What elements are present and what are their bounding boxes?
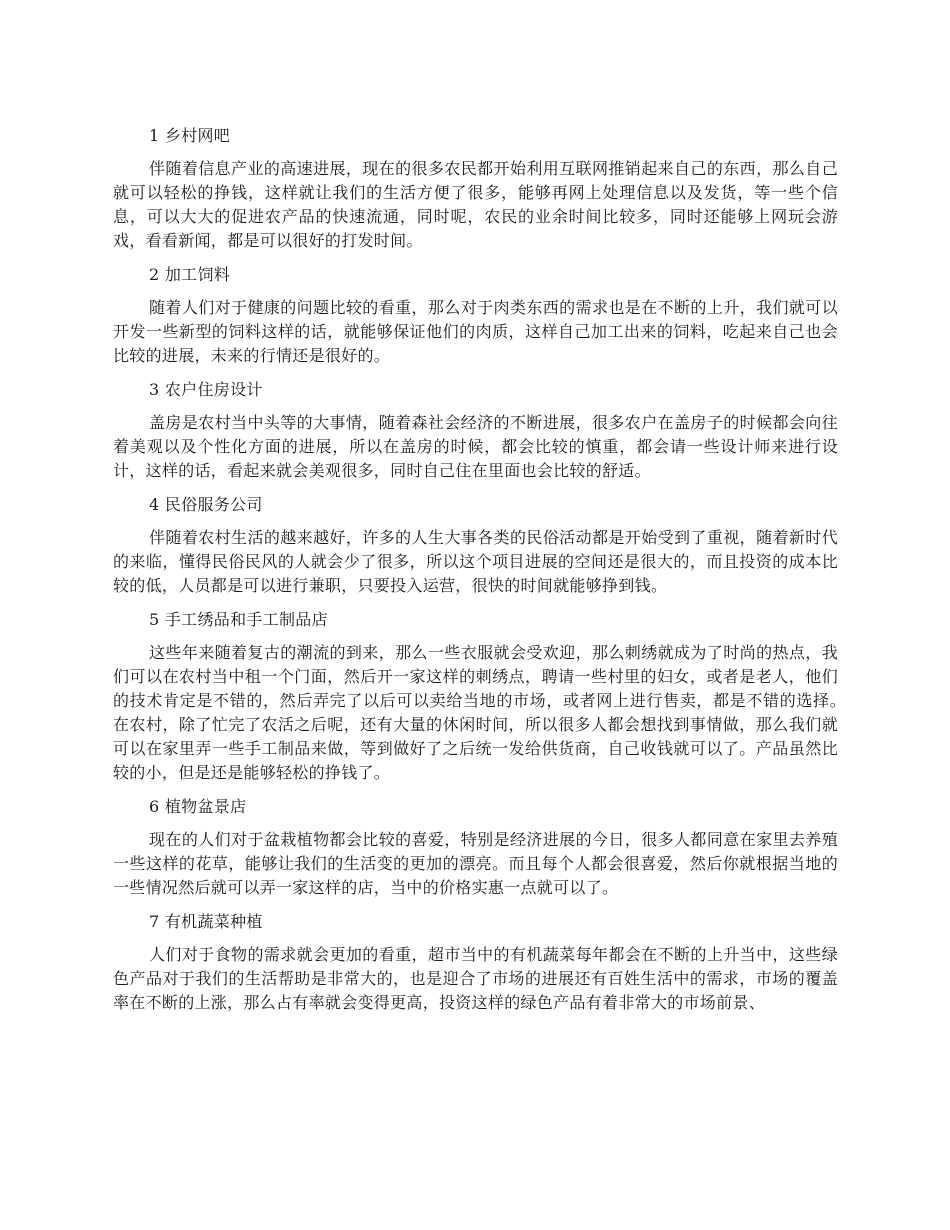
section-paragraph: 伴随着农村生活的越来越好，许多的人生大事各类的民俗活动都是开始受到了重视，随着新时代的来临，懂得民俗民风的人就会少了很多，所以这个项目进展的空间还是很大的，而且投资的成本比较的低，人员都是可以进行兼职，只要投入运营，很快的时间就能够挣到钱。 bbox=[113, 528, 838, 595]
section-heading: 6 植物盆景店 bbox=[149, 797, 247, 816]
section-7 bbox=[113, 910, 838, 1015]
section-heading: 1 乡村网吧 bbox=[149, 126, 231, 145]
section-paragraph: 人们对于食物的需求就会更加的看重，超市当中的有机蔬菜每年都会在不断的上升当中，这些绿色产品对于我们的生活帮助是非常大的，也是迎合了市场的进展还有百姓生活中的需求，市场的覆盖率在不断的上涨，那么占有率就会变得更高，投资这样的绿色产品有着非常大的市场前景、 bbox=[113, 945, 838, 1012]
section-paragraph: 伴随着信息产业的高速进展，现在的很多农民都开始利用互联网推销起来自己的东西，那么自己就可以轻松的挣钱，这样就让我们的生活方便了很多，能够再网上处理信息以及发货，等一些个信息，可以大大的促进农产品的快速流通，同时呢，农民的业余时间比较多，同时还能够上网玩会游戏，看看新闻，都是可以很好的打发时间。 bbox=[113, 159, 838, 250]
section-2 bbox=[113, 263, 838, 368]
section-1 bbox=[113, 124, 838, 253]
section-5 bbox=[113, 608, 855, 785]
section-paragraph: 这些年来随着复古的潮流的到来，那么一些衣服就会受欢迎，那么刺绣就成为了时尚的热点，我们可以在农村当中租一个门面，然后开一家这样的刺绣点，聘请一些村里的妇女，或者是老人，他们的技术肯定是不错的，然后弄完了以后可以卖给当地的市场，或者网上进行售卖，都是不错的选择。 在农村，除了忙完了农活之后呢，还有大量的休闲时间，所以很多人都会想找到事情做，那么我们就可以在家里弄一些手工制品来做，等到做好了之后统一发给供货商，自己收钱就可以了。产品虽然比较的小，但是还是能够轻松的挣钱了。 bbox=[113, 643, 855, 782]
section-paragraph: 随着人们对于健康的问题比较的看重，那么对于肉类东西的需求也是在不断的上升，我们就可以开发一些新型的饲料这样的话，就能够保证他们的肉质，这样自己加工出来的饲料，吃起来自己也会比较的进展，未来的行情还是很好的。 bbox=[113, 298, 838, 365]
section-4 bbox=[113, 493, 838, 598]
section-3 bbox=[113, 378, 838, 483]
section-paragraph: 盖房是农村当中头等的大事情，随着森社会经济的不断进展，很多农户在盖房子的时候都会向往着美观以及个性化方面的进展，所以在盖房的时候，都会比较的慎重，都会请一些设计师来进行设计，这样的话，看起来就会美观很多，同时自己住在里面也会比较的舒适。 bbox=[113, 413, 838, 480]
section-paragraph: 现在的人们对于盆栽植物都会比较的喜爱，特别是经济进展的今日，很多人都同意在家里去养殖一些这样的花草，能够让我们的生活变的更加的漂亮。而且每个人都会很喜爱，然后你就根据当地的一些情况然后就可以弄一家这样的店，当中的价格实惠一点就可以了。 bbox=[113, 830, 838, 897]
section-heading: 5 手工绣品和手工制品店 bbox=[149, 610, 328, 629]
section-6 bbox=[113, 795, 838, 900]
section-heading: 3 农户住房设计 bbox=[149, 380, 263, 399]
section-heading: 2 加工饲料 bbox=[149, 265, 231, 284]
section-heading: 7 有机蔬菜种植 bbox=[149, 912, 263, 931]
section-heading: 4 民俗服务公司 bbox=[149, 495, 263, 514]
